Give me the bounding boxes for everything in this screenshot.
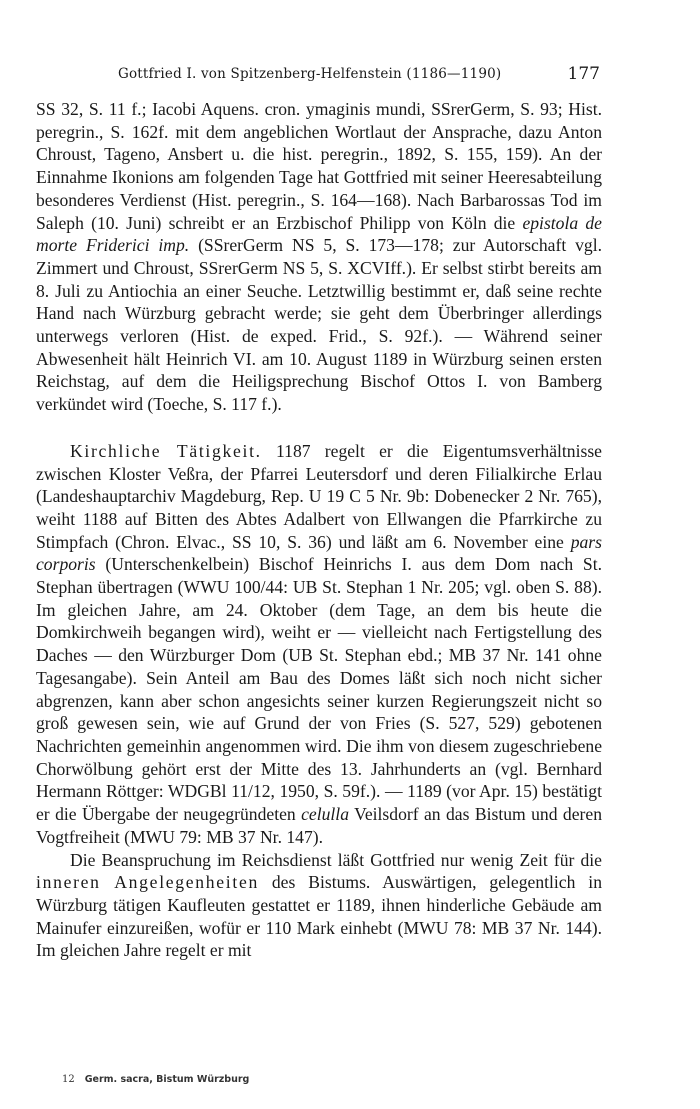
text-segment: (SSrerGerm NS 5, S. 173—178; zur Autorschaft vgl. Zimmert und Chroust, SSrerGerm NS 5, S. XCVIff.). Er selbst stirbt bereits am 8. Juli zu Antiochia an einer Seuche. Letztwillig bestimmt er, daß seine rechte Hand nach Würzburg gebracht werde; sie geht dem Überbringer allerdings unterwegs verloren (Hist. de exped. Frid., S. 92f.). — Während seiner Abwesenheit hält Heinrich VI. am 10. August 1189 in Würzburg seinen ersten Reichstag, auf dem die Heiligsprechung Bischof Ottos I. von Bamberg verkündet wird (Toeche, S. 117 f.). <box>36 235 602 415</box>
section-heading: Kirchliche Tätigkeit. <box>70 440 262 461</box>
signature-mark: 12 <box>62 1074 75 1085</box>
page-footer <box>62 1074 249 1085</box>
italic-term: celulla <box>301 804 349 825</box>
text-segment: Die Beanspruchung im Reichsdienst läßt Gottfried nur wenig Zeit für die <box>70 849 602 870</box>
body-text <box>36 98 602 962</box>
text-segment: Veilsdorf an das Bistum und deren Vogtfreiheit (MWU 79: MB 37 Nr. 147). <box>36 804 602 847</box>
text-segment: (Unterschenkelbein) Bischof Heinrichs I. aus dem Dom nach St. Stephan übertragen (WWU 100/44: UB St. Stephan 1 Nr. 205; vgl. oben S. 88). Im gleichen Jahre, am 24. Oktober (dem Tage, an dem bis heute die Domkirchweih begangen wird), weiht er — vielleicht nach Fertigstellung des Daches — den Würzburger Dom (UB St. Stephan ebd.; MB 37 Nr. 141 ohne Tagesangabe). Sein Anteil am Bau des Domes läßt sich noch nicht sicher abgrenzen, kann aber schon angesichts seiner kurzen Regierungszeit nicht so groß gewesen sein, wie auf Grund der von Fries (S. 527, 529) gebotenen Nachrichten gemeinhin angenommen wird. Die ihm von diesem zugeschriebene Chorwölbung gehört erst der Mitte des 13. Jahrhunderts an (vgl. Bernhard Hermann Röttger: WDGBl 11/12, 1950, S. 59f.). — 1189 (vor Apr. 15) bestätigt er die Übergabe der neugegründeten <box>36 554 602 825</box>
italic-term: epistola de morte Friderici imp. <box>36 212 602 256</box>
spaced-emphasis: inneren Angelegenheiten <box>36 872 259 893</box>
paragraph-kirchliche-taetigkeit <box>36 440 602 849</box>
running-title: Gottfried I. von Spitzenberg-Helfenstein (1186—1190) <box>118 66 502 82</box>
paragraph-continuation <box>36 98 602 416</box>
page-header <box>78 62 600 88</box>
footer-text: Germ. sacra, Bistum Würzburg <box>84 1074 250 1085</box>
page-number: 177 <box>567 64 600 84</box>
italic-term: pars corporis <box>36 531 602 575</box>
text-segment: des Bistums. Auswärtigen, gelegentlich in Würzburg tätigen Kaufleuten gestattet er 1189, ihnen hinderliche Gebäude am Mainufer einzureißen, wofür er 110 Mark einhebt (MWU 78: MB 37 Nr. 144). Im gleichen Jahre regelt er mit <box>36 872 602 961</box>
paragraph-reichsdienst <box>36 849 602 963</box>
text-segment: SS 32, S. 11 f.; Iacobi Aquens. cron. ymaginis mundi, SSrerGerm, S. 93; Hist. peregrin., S. 162f. mit dem angeblichen Wortlaut der Ansprache, dazu Anton Chroust, Tageno, Ansbert u. die hist. peregrin., 1892, S. 155, 159). An der Einnahme Ikonions am folgenden Tage hat Gottfried mit seiner Heeresabteilung besonderes Verdienst (Hist. peregrin., S. 164—168). Nach Barbarossas Tod im Saleph (10. Juni) schreibt er an Erzbischof Philipp von Köln die <box>36 99 602 233</box>
text-segment: 1187 regelt er die Eigentumsverhältnisse zwischen Kloster Veßra, der Pfarrei Leutersdorf und deren Filialkirche Erlau (Landeshauptarchiv Magdeburg, Rep. U 19 C 5 Nr. 9b: Dobenecker 2 Nr. 765), weiht 1188 auf Bitten des Abtes Adalbert von Ellwangen die Pfarrkirche zu Stimpfach (Chron. Elvac., SS 10, S. 36) und läßt am 6. November eine <box>36 440 602 552</box>
